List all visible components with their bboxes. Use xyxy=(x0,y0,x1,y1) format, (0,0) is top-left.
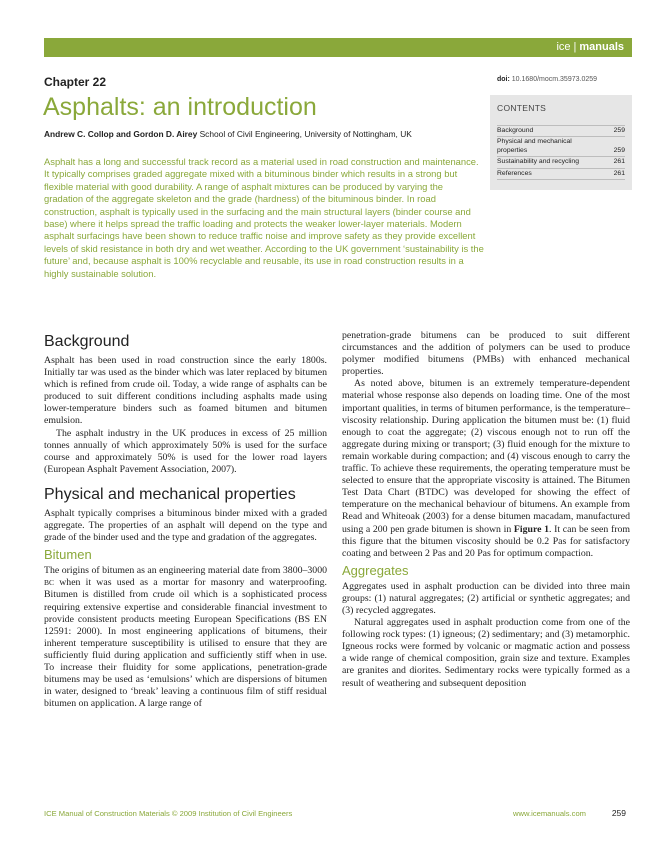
contents-item-references[interactable] xyxy=(497,168,625,180)
contents-item-background[interactable] xyxy=(497,125,625,136)
contents-item-label: Background xyxy=(497,127,534,134)
contents-item-page: 261 xyxy=(613,158,625,166)
contents-heading: CONTENTS xyxy=(497,103,547,113)
header-bar xyxy=(44,38,632,57)
heading-bitumen: Bitumen xyxy=(44,547,92,563)
brand-logo xyxy=(556,40,624,55)
doi-label: doi: xyxy=(497,76,510,83)
column-right xyxy=(342,330,630,690)
doi xyxy=(497,76,597,83)
heading-background: Background xyxy=(44,333,130,350)
bitumen-paragraph-1-continued: penetration-grade bitumens can be produced to suit different circumstances and the addition of polymers can be used to produce polymer modified bitumens (PMBs) with enhanced mechanical properties. xyxy=(342,330,630,378)
authors-line xyxy=(44,129,494,139)
bitumen-p1-start: The origins of bitumen as an engineering material date from 3800–3000 xyxy=(44,565,327,577)
contents-item-page: 261 xyxy=(613,169,625,177)
page-title: Asphalts: an introduction xyxy=(43,93,317,121)
contents-panel xyxy=(490,95,632,190)
figure-1-link[interactable]: Figure 1 xyxy=(513,523,550,535)
bitumen-p2-end: . It can be seen from this figure that the bitumen viscosity should be 0.2 Pas for satisfactory coating and between 2 Pas and 20 Pas for optimum compaction. xyxy=(342,523,630,559)
contents-list xyxy=(497,125,625,180)
brand-separator: | xyxy=(573,41,577,53)
page-number: 259 xyxy=(611,808,626,818)
chapter-label: Chapter 22 xyxy=(44,75,107,89)
background-paragraph-1: Asphalt has been used in road construction since the early 1800s. Initially tar was used as the binder which was later replaced by bitumen which is refined from crude oil. Today, a wide range of asphalts can be produced to suit different conditions including asphalts made using lower-temperature binders such as foamed bitumen and bitumen emulsion. xyxy=(44,355,327,427)
column-left xyxy=(44,332,327,710)
author-names: Andrew C. Collop and Gordon D. Airey xyxy=(44,129,198,139)
doi-value[interactable]: 10.1680/mocm.35973.0259 xyxy=(511,76,598,83)
footer-website-link[interactable]: www.icemanuals.com xyxy=(512,809,586,818)
bitumen-paragraph-1 xyxy=(44,565,327,710)
contents-item-label: References xyxy=(497,169,532,177)
bitumen-p1-end: when it was used as a mortar for masonry and waterproofing. Bitumen is distilled from crude oil which is a sophisticated process requiring extensive expertise and considerable financial investment to provide consistent products meeting European Specifications (BS EN 12591: 2000). In most engineering applications of bitumens, their inherent temperature susceptibility is utilised to ensure that they are sufficiently fluid during application and sufficiently stiff when in use. To increase their fluidity for some applications, penetration-grade bitumens may be used as ‘emulsions’ which are dispersions of bitumen in water, designed to ‘break’ leaving a continuous film of stiff residual bitumen on application. A large range of xyxy=(44,577,328,710)
physical-paragraph-1: Asphalt typically comprises a bituminous binder mixed with a graded aggregate. The properties of an asphalt will depend on the type and grade of the binder used and the type and gradation of the aggregates. xyxy=(44,507,327,544)
abstract: Asphalt has a long and successful track record as a material used in road construction and maintenance. It typically comprises graded aggregate mixed with a bituminous binder which results in a strong but flexible material with good durability. A range of asphalt mixtures can be produced by varying the gradation of the aggregate skeleton and the grade (hardness) of the bituminous binder. In road construction, asphalt is typically used in the surfacing and the main structural layers (binder course and base) where it helps spread the traffic loading and protects the weaker lower-layer materials. Modern asphalt surfacings have been shown to reduce traffic noise and improve safety as they provide excellent levels of skid resistance in both dry and wet weather. According to the UK government ‘sustainability is the future’ and, because asphalt is 100% recyclable and reusable, its use in road construction results in a highly sustainable solution. xyxy=(44,156,484,279)
aggregates-paragraph-1: Aggregates used in asphalt production can be divided into three main groups: (1) natural aggregates; (2) artificial or synthetic aggregates; and (3) recycled aggregates. xyxy=(342,580,630,616)
background-paragraph-2: The asphalt industry in the UK produces in excess of 25 million tonnes annually of which approximately 50% is used for the surface course and approximately 50% is used for the lower road layers (European Asphalt Pavement Association, 2007). xyxy=(44,427,327,475)
author-affiliation: School of Civil Engineering, University of Nottingham, UK xyxy=(199,129,412,139)
contents-item-label: Physical and mechanical properties xyxy=(497,138,572,154)
contents-item-sustainability[interactable] xyxy=(497,156,625,167)
bitumen-era: BC xyxy=(44,578,55,588)
brand-prefix: ice xyxy=(556,41,571,53)
heading-aggregates: Aggregates xyxy=(342,562,409,578)
aggregates-paragraph-2: Natural aggregates used in asphalt production come from one of the following rock types: (1) igneous; (2) sedimentary; and (3) metamorphic. Igneous rocks were formed by volcanic or magmatic action and possess a wide range of chemical composition, grain size and texture. Examples are granites and diorites. Sedimentary rocks were typically formed as a result of weathering and subsequent deposition xyxy=(342,617,630,689)
footer-copyright: ICE Manual of Construction Materials © 2009 Institution of Civil Engineers xyxy=(44,809,293,818)
contents-item-physical[interactable] xyxy=(497,136,625,156)
brand-name: manuals xyxy=(579,41,624,53)
contents-item-page: 259 xyxy=(613,127,625,134)
page-footer xyxy=(44,807,632,821)
heading-physical-properties: Physical and mechanical properties xyxy=(44,485,296,503)
contents-item-page: 259 xyxy=(613,146,625,154)
bitumen-paragraph-2 xyxy=(342,378,630,559)
contents-item-label: Sustainability and recycling xyxy=(497,158,579,166)
bitumen-p2-start: As noted above, bitumen is an extremely temperature-dependent material whose response also depends on loading time. One of the most important qualities, in terms of bitumen performance, is the temperature–viscosity relationship. During application the bitumen must be: (1) fluid enough to coat the aggregate; (2) viscous enough not to run off the aggregate during mixing or transport; (3) fluid enough for the mixture to remain workable during compaction; and (4) viscous enough to carry the traffic. To achieve these requirements, the operating temperature must be selected to ensure that the appropriate viscosity is attained. The Bitumen Test Data Chart (BTDC) was developed for showing the effect of temperature on the mechanical behaviour of bitumens. An example from Read and Whiteoak (2003) for a dense bitumen macadam, manufactured using a 200 pen grade bitumen is shown in xyxy=(342,378,630,535)
